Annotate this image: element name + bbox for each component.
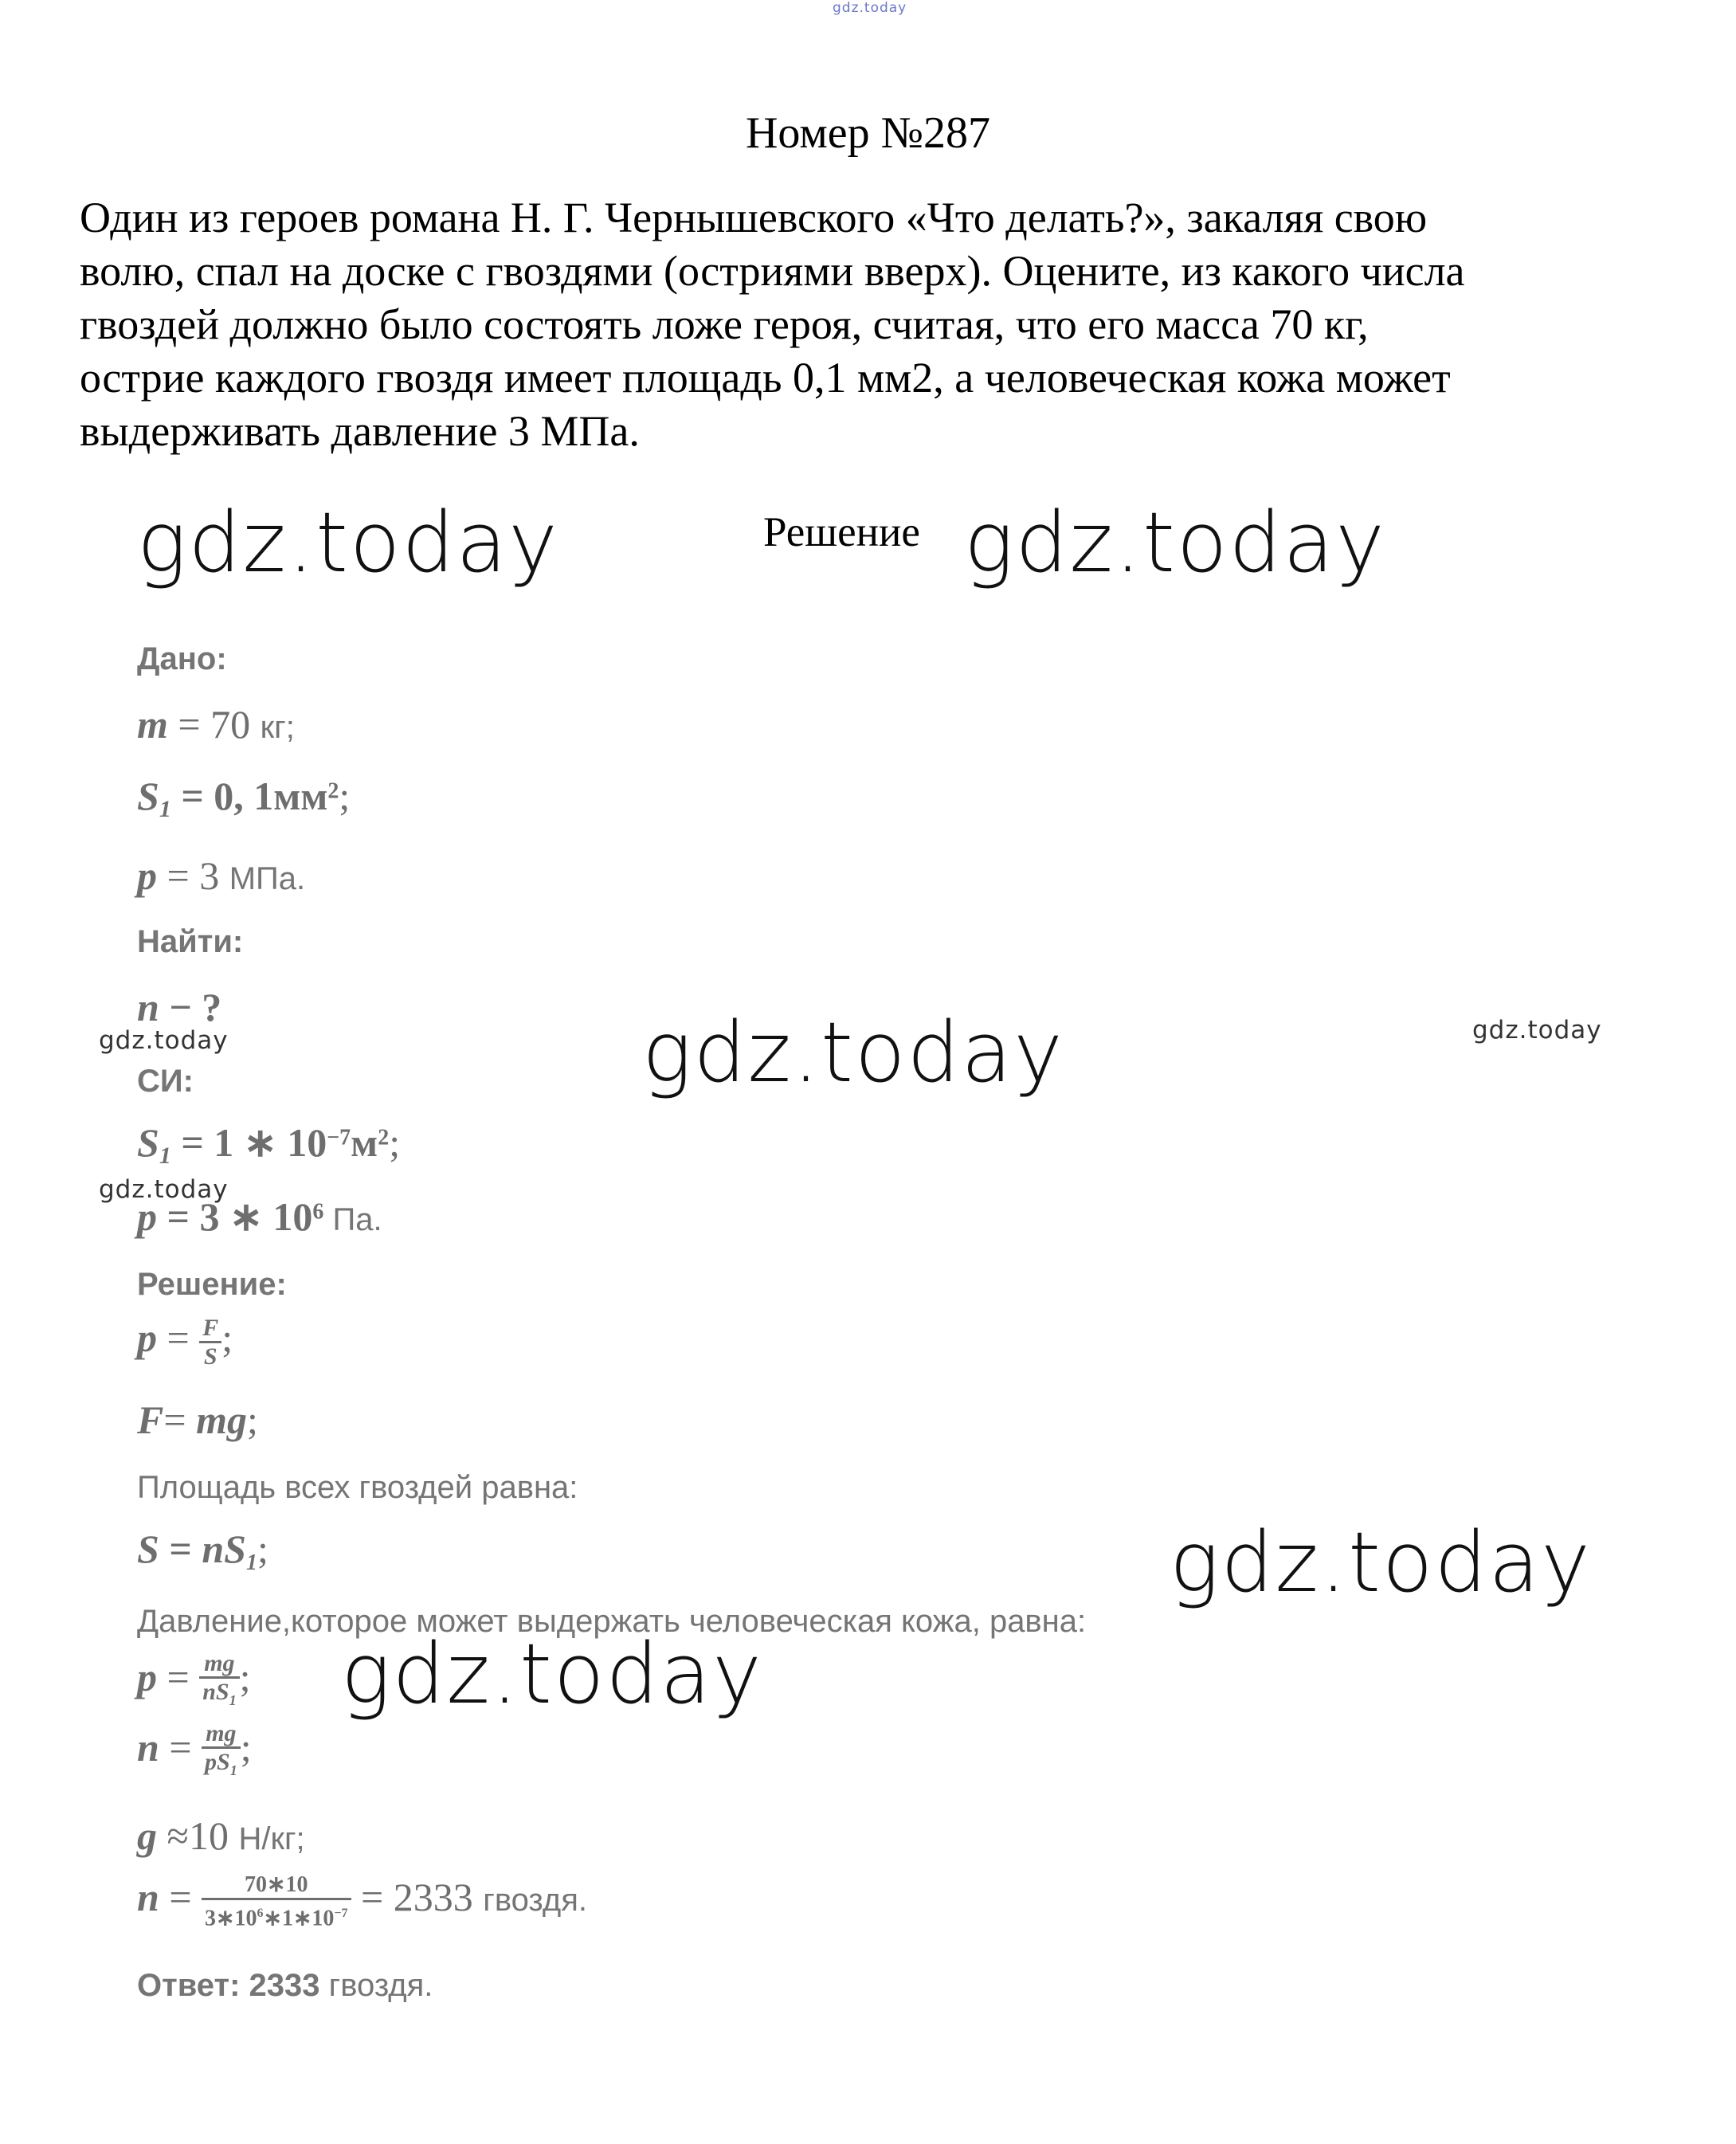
pressure-unit: МПа.	[229, 861, 306, 896]
problem-line: Один из героев романа Н. Г. Чернышевского «Что делать?», закаляя свою	[80, 194, 1428, 241]
pa-unit: Па.	[332, 1202, 382, 1237]
fraction-result: $\frac{70∗10}{3∗10^6∗1∗10^{-7}}$	[202, 1872, 351, 1932]
problem-line: волю, спал на доске с гвоздями (остриями вверх). Оцените, из какого числа	[80, 247, 1465, 295]
formula-n-result: n = $\frac{70∗10}{3∗10^6∗1∗10^{-7}}$ = 2333 гвоздя.	[137, 1872, 587, 1931]
problem-line: выдерживать давление 3 МПа.	[80, 407, 640, 455]
answer	[137, 1968, 433, 2004]
answer-value: 2333	[249, 1968, 320, 2003]
page-title: Номер №287	[745, 108, 991, 158]
watermark-small: gdz.today	[99, 1026, 229, 1055]
pressure-text: Давление,которое может выдержать человеческая кожа, равна:	[137, 1604, 1087, 1639]
si-label: СИ:	[137, 1064, 194, 1099]
nails-unit: гвоздя.	[483, 1883, 587, 1919]
si-area: $S_1 = 1$ ∗ $10^{-7}м^2$;	[137, 1120, 401, 1169]
find-n: n − ?	[137, 985, 222, 1029]
formula-f-mg: F= mg;	[137, 1397, 258, 1442]
answer-unit: гвоздя.	[328, 1968, 433, 2003]
problem-line: острие каждого гвоздя имеет площадь 0,1 мм2, а человеческая кожа может	[80, 354, 1451, 402]
si-pressure: p = 3 ∗ $10^6$ Па.	[137, 1194, 382, 1239]
watermark-large: gdz.today	[642, 1004, 1064, 1101]
fraction-f-over-s: $\frac{F}{S}$	[199, 1315, 221, 1370]
fraction-mg-over-ns1: $\frac{mg}{nS_1}$	[199, 1651, 239, 1714]
watermark-small: gdz.today	[99, 1175, 229, 1204]
fraction-mg-over-ps1: $\frac{mg}{pS_1}$	[202, 1721, 241, 1784]
given-label: Дано:	[137, 641, 227, 676]
formula-p-mg-ns1: p = $\frac{mg}{nS_1}$ ;	[137, 1651, 250, 1714]
watermark-large: gdz.today	[341, 1625, 763, 1723]
formula-s-ns1: $S = nS_1$;	[137, 1527, 268, 1575]
watermark-large: gdz.today	[964, 494, 1386, 591]
watermark-large: gdz.today	[1170, 1514, 1592, 1611]
area-text: Площадь всех гвоздей равна:	[137, 1470, 578, 1505]
given-pressure: p = 3 МПа.	[137, 853, 306, 898]
watermark-small: gdz.today	[1472, 1016, 1602, 1045]
watermark-top: gdz.today	[833, 0, 907, 16]
problem-line: гвоздей должно было состоять ложе героя, считая, что его масса 70 кг,	[80, 300, 1369, 348]
formula-p-fs: p = $\frac{F}{S}$ ;	[137, 1314, 233, 1370]
watermark-large: gdz.today	[137, 494, 559, 591]
g-unit: Н/кг;	[238, 1821, 305, 1856]
formula-n-mg-ps1: n = $\frac{mg}{pS_1}$ ;	[137, 1721, 252, 1784]
given-mass: m = 70 кг;	[137, 702, 295, 747]
find-label: Найти:	[137, 924, 244, 959]
mass-unit: кг;	[260, 710, 295, 745]
formula-g: g ≈10 Н/кг;	[137, 1813, 305, 1858]
solution-label: Решение:	[137, 1267, 287, 1302]
problem-statement	[80, 191, 1673, 458]
given-area: $S_1 = 0$, $1мм^2$;	[137, 774, 351, 822]
solution-heading: Решение	[763, 509, 920, 555]
answer-label: Ответ:	[137, 1968, 241, 2003]
